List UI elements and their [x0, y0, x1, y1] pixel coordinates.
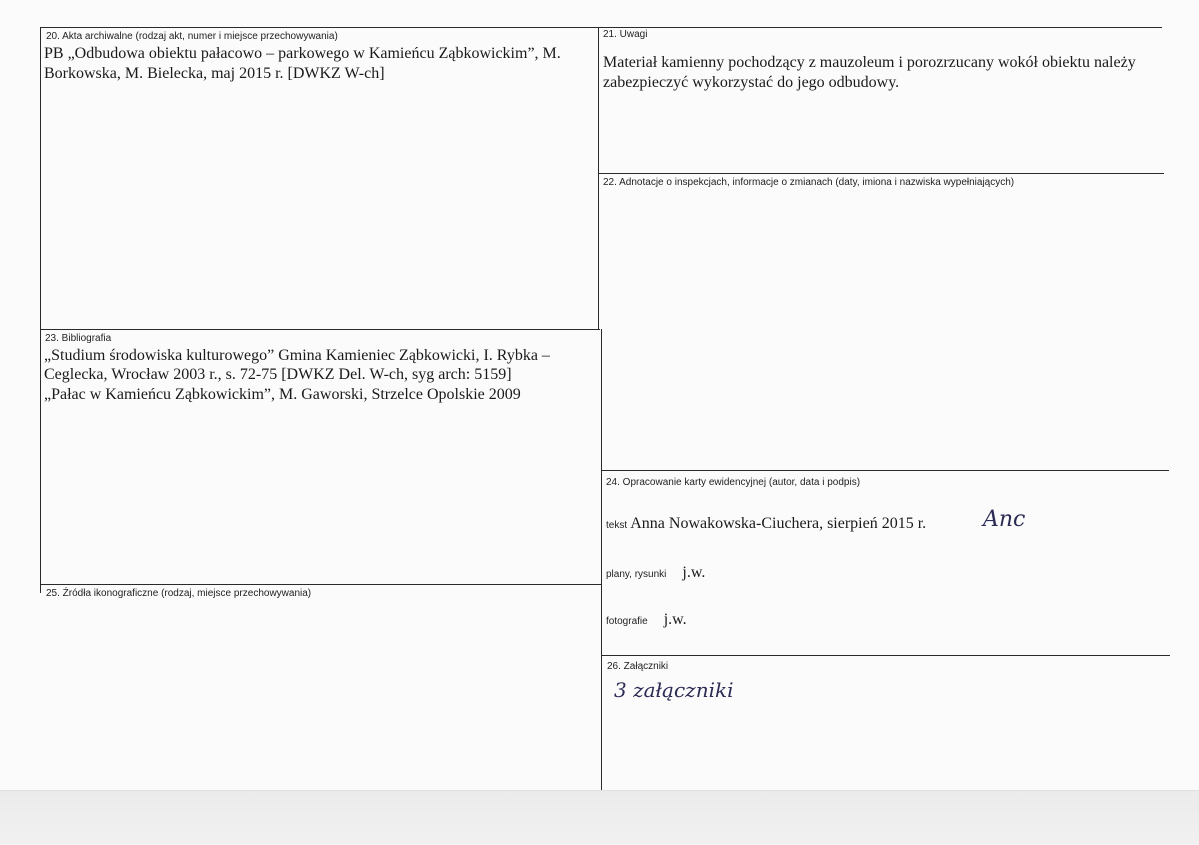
tekst-row — [606, 514, 926, 536]
center-column-divider-bottom — [601, 329, 602, 790]
tekst-value: Anna Nowakowska-Ciuchera, sierpień 2015 r. — [630, 515, 927, 532]
divider-26 — [601, 655, 1170, 656]
foto-row — [606, 610, 687, 632]
section-23-label: 23. Bibliografia — [45, 333, 112, 344]
scan-edge — [0, 790, 1199, 845]
section-22-label: 22. Adnotacje o inspekcjach, informacje o zmianach (daty, imiona i nazwiska wypełniających) — [603, 177, 1015, 188]
author-signature: Anc — [983, 507, 1026, 532]
tekst-label: tekst — [606, 520, 628, 531]
attachments-handwritten: 3 załączniki — [614, 678, 734, 702]
foto-label: fotografie — [606, 616, 648, 627]
section-24-label: 24. Opracowanie karty ewidencyjnej (autor, data i podpis) — [606, 477, 861, 488]
center-column-divider-top — [598, 27, 599, 329]
left-column-divider — [40, 27, 41, 593]
top-border — [40, 27, 1162, 28]
section-23-line-2: Ceglecka, Wrocław 2003 r., s. 72-75 [DWKZ Del. W-ch, syg arch: 5159] — [44, 366, 512, 383]
plany-row — [606, 563, 705, 585]
section-23-line-3: „Pałac w Kamieńcu Ząbkowickim”, M. Gaworski, Strzelce Opolskie 2009 — [44, 386, 521, 403]
section-21-text: Materiał kamienny pochodzący z mauzoleum i porozrzucany wokół obiektu należy zabezpieczyć wykorzystać do jego odbudowy. — [603, 54, 1136, 91]
plany-label: plany, rysunki — [606, 569, 667, 580]
divider-22 — [598, 173, 1164, 174]
plany-value: j.w. — [682, 564, 706, 581]
divider-23 — [40, 329, 600, 330]
foto-value: j.w. — [663, 611, 687, 628]
divider-24 — [601, 470, 1169, 471]
section-23-line-1: „Studium środowiska kulturowego” Gmina Kamieniec Ząbkowicki, I. Rybka – — [44, 347, 550, 364]
section-25-label: 25. Źródła ikonograficzne (rodzaj, miejsce przechowywania) — [46, 588, 312, 599]
section-20-text: PB „Odbudowa obiektu pałacowo – parkowego w Kamieńcu Ząbkowickim”, M. Borkowska, M. Bielecka, maj 2015 r. [DWKZ W-ch] — [44, 45, 561, 82]
section-26-label: 26. Załączniki — [607, 661, 669, 672]
section-21-label: 21. Uwagi — [603, 29, 648, 40]
divider-25 — [40, 584, 602, 585]
section-20-label: 20. Akta archiwalne (rodzaj akt, numer i miejsce przechowywania) — [46, 31, 338, 42]
